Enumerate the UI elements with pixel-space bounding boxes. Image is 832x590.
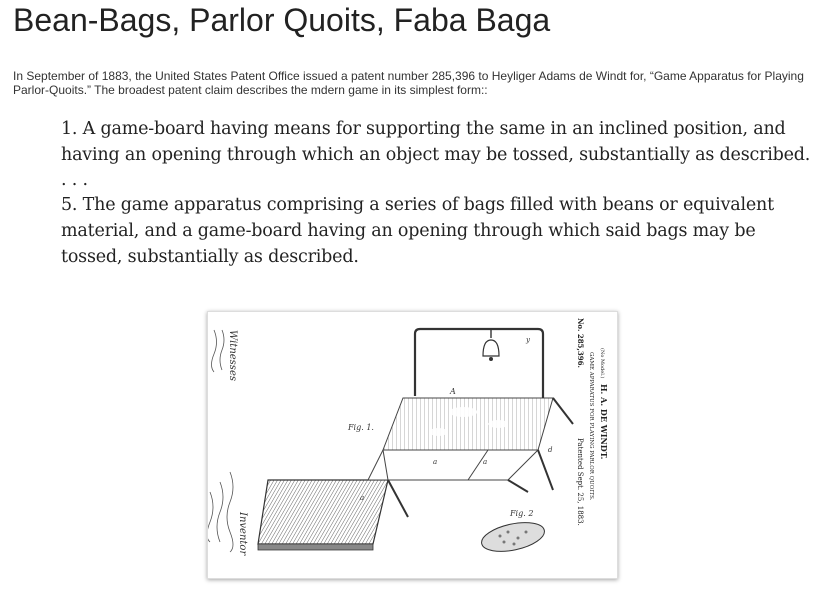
- page-title: Bean-Bags, Parlor Quoits, Faba Baga: [13, 2, 551, 38]
- bean-bag: [479, 518, 547, 557]
- claim-5: 5. The game apparatus comprising a series of bags filled with beans or equivalent material, and a game-board having an opening through which said bags may be tossed, substantially as described.: [61, 195, 774, 267]
- inventor-name: H. A. DE WINDT.: [599, 384, 609, 460]
- witnesses-signature: [212, 330, 239, 381]
- intro-paragraph: In September of 1883, the United States Patent Office issued a patent number 285,396 to Heyliger Adams de Windt for, “Game Apparatus for Playing Parlor-Quoits.” The broadest patent claim describes the mdern game in its simplest form::: [13, 69, 804, 97]
- svg-text:a: a: [433, 458, 438, 466]
- front-board: [258, 480, 388, 544]
- board-opening: [368, 450, 538, 480]
- patent-drawing-svg: [208, 312, 618, 579]
- patent-claims-quote: [61, 116, 821, 270]
- leg: [388, 480, 408, 517]
- svg-text:d: d: [548, 446, 553, 454]
- leg: [538, 450, 553, 490]
- inventor-signature: [208, 472, 248, 556]
- leg: [508, 480, 528, 492]
- svg-text:A: A: [450, 387, 456, 396]
- svg-text:y: y: [526, 336, 530, 344]
- leg: [553, 398, 573, 424]
- witnesses-label: Witnesses: [227, 330, 238, 381]
- patent-title: GAME APPARATUS FOR PLAYING PARLOR QUOITS.: [588, 352, 594, 501]
- svg-text:a: a: [360, 494, 365, 502]
- support-frame: [415, 329, 543, 398]
- patented-date: Patented Sept. 25, 1883.: [576, 438, 584, 526]
- bell-icon: [483, 340, 499, 356]
- svg-text:a: a: [483, 458, 488, 466]
- patent-header-vertical: [599, 348, 609, 460]
- back-board: [383, 398, 553, 450]
- fig2-label: Fig. 2: [510, 509, 534, 518]
- claims-ellipsis: . . .: [61, 170, 88, 190]
- fig1-label: Fig. 1.: [348, 423, 374, 432]
- patent-drawing-image: [207, 311, 618, 579]
- inventor-label: Inventor: [237, 512, 248, 556]
- claim-1: 1. A game-board having means for supporting the same in an inclined position, and having an opening through which an object may be tossed, substantially as described.: [61, 119, 811, 165]
- patent-number: No. 285,396.: [576, 318, 585, 368]
- model-note: (No Model.): [599, 348, 605, 379]
